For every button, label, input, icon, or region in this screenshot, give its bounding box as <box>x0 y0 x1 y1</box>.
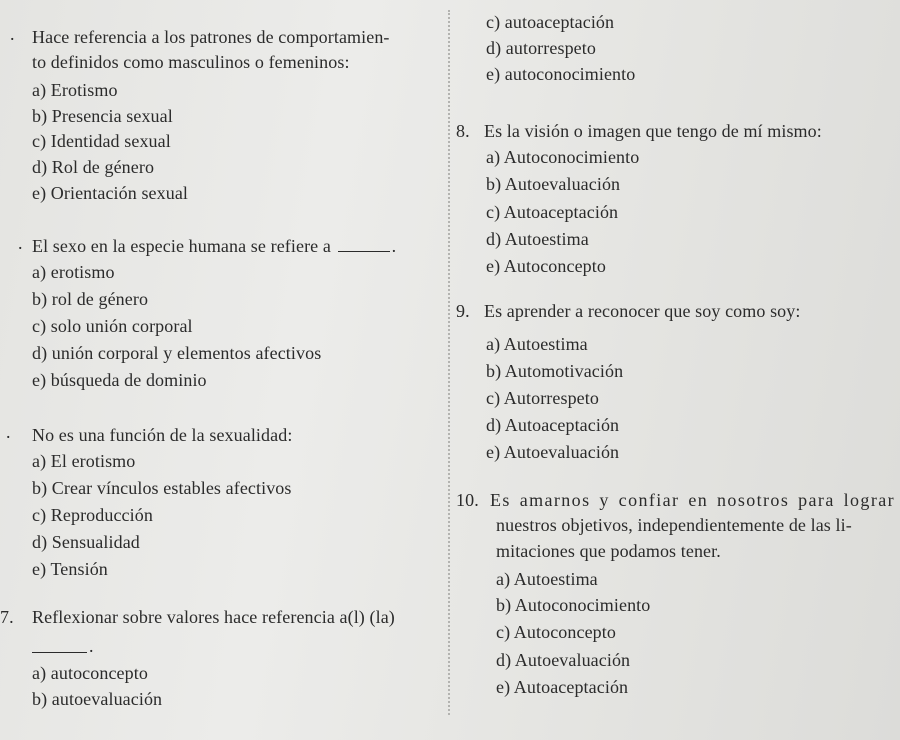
q10-stem-line2: nuestros objetivos, independientemente de las li- <box>496 515 852 535</box>
q8-stem: Es la visión o imagen que tengo de mí mismo: <box>484 121 822 141</box>
q7-option-a: a) El erotismo <box>32 451 136 471</box>
q5-option-a: a) Erotismo <box>32 80 118 100</box>
q6-option-b: b) rol de género <box>32 289 149 309</box>
q9-option-e: e) Autoevaluación <box>486 442 620 462</box>
q9-number: 9. <box>456 301 470 321</box>
q6-stem-text: El sexo en la especie humana se refiere a <box>32 236 331 256</box>
q7-option-e: e) Tensión <box>32 559 108 579</box>
q6-option-e: e) búsqueda de dominio <box>32 370 207 390</box>
q9-option-c: c) Autorrespeto <box>486 388 599 408</box>
q8-option-a: a) Autoconocimiento <box>486 147 640 167</box>
q10-option-a: a) Autoestima <box>496 569 598 589</box>
q10-option-d: d) Autoevaluación <box>496 650 631 670</box>
prev-option-d: d) autorrespeto <box>486 38 596 58</box>
q7-option-b: b) Crear vínculos estables afectivos <box>32 478 292 498</box>
q5-option-b: b) Presencia sexual <box>32 106 173 126</box>
q6-option-c: c) solo unión corporal <box>32 316 193 336</box>
q5-stem-line2: to definidos como masculinos o femeninos: <box>32 52 350 72</box>
prev-option-c: c) autoaceptación <box>486 12 615 32</box>
q8l-stem-end: . <box>89 636 94 656</box>
answer-blank <box>32 652 87 653</box>
prev-option-e: e) autoconocimiento <box>486 64 636 84</box>
q5-option-d: d) Rol de género <box>32 157 155 177</box>
q5-option-e: e) Orientación sexual <box>32 183 189 203</box>
q7-number: . <box>6 422 11 442</box>
q10-number: 10. <box>456 490 479 510</box>
q5-stem-line1: Hace referencia a los patrones de comportamien- <box>32 27 390 47</box>
q6-number: . <box>18 233 23 253</box>
q6-stem-end: . <box>391 236 397 256</box>
q8l-stem: Reflexionar sobre valores hace referencia a(l) (la) <box>32 607 395 627</box>
bullet-dot: . <box>10 24 15 44</box>
q9-option-d: d) Autoaceptación <box>486 415 620 435</box>
q8l-number: 7. <box>0 607 14 627</box>
q8-option-c: c) Autoaceptación <box>486 202 619 222</box>
q8l-option-a: a) autoconcepto <box>32 663 148 683</box>
q10-option-e: e) Autoaceptación <box>496 677 629 697</box>
q8-option-b: b) Autoevaluación <box>486 174 621 194</box>
q10-option-c: c) Autoconcepto <box>496 622 616 642</box>
q6-stem <box>32 236 396 256</box>
q10-stem-line3: mitaciones que podamos tener. <box>496 541 721 561</box>
q7-option-c: c) Reproducción <box>32 505 153 525</box>
q9-option-a: a) Autoestima <box>486 334 588 354</box>
q7-stem: No es una función de la sexualidad: <box>32 425 293 445</box>
q9-stem: Es aprender a reconocer que soy como soy: <box>484 301 801 321</box>
q9-option-b: b) Automotivación <box>486 361 624 381</box>
q10-option-b: b) Autoconocimiento <box>496 595 651 615</box>
q5-option-c: c) Identidad sexual <box>32 131 171 151</box>
q10-stem-line1: Es amarnos y confiar en nosotros para lograr <box>490 490 895 510</box>
q8-option-e: e) Autoconcepto <box>486 256 606 276</box>
answer-blank <box>338 237 390 252</box>
q6-option-d: d) unión corporal y elementos afectivos <box>32 343 322 363</box>
column-divider <box>448 10 450 715</box>
q8l-option-b: b) autoevaluación <box>32 689 163 709</box>
q8-option-d: d) Autoestima <box>486 229 589 249</box>
q8-number: 8. <box>456 121 470 141</box>
q6-option-a: a) erotismo <box>32 262 115 282</box>
q7-option-d: d) Sensualidad <box>32 532 140 552</box>
